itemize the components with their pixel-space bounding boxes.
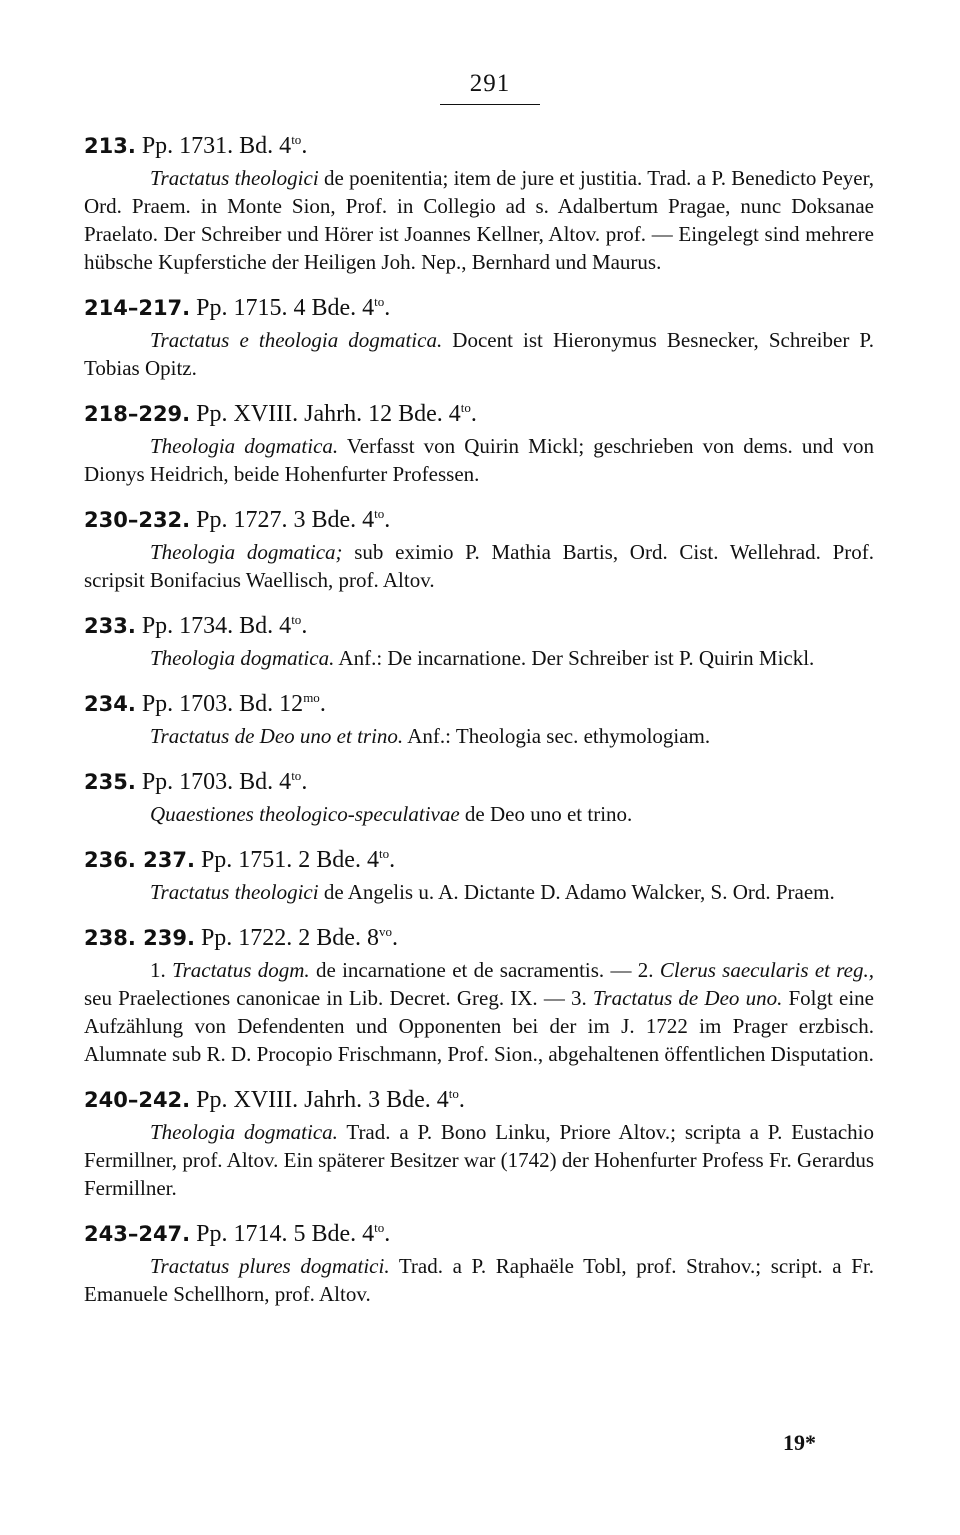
- format-superscript: to: [460, 400, 471, 415]
- entry-format: Pp. XVIII. Jahrh. 3 Bde. 4: [196, 1087, 449, 1113]
- description-title: Theologia dogmatica.: [150, 434, 339, 458]
- description-text: Trad. a P. Bono Linku, Priore Altov.; scripta a P. Eustachio Fermillner, prof. Altov. Ein späterer Besitzer war (1742) der Hohenfurter Profess Fr. Gerardus Fermillner.: [84, 1120, 874, 1200]
- format-period: .: [391, 925, 398, 951]
- format-period: .: [301, 133, 308, 159]
- entry-format: Pp. 1715. 4 Bde. 4: [196, 295, 375, 321]
- entry-number: 235.: [84, 770, 136, 794]
- entry-heading: [84, 502, 874, 538]
- entry-heading: [84, 128, 874, 164]
- entry-heading: [84, 920, 874, 956]
- format-superscript: to: [374, 294, 385, 309]
- entry-format: Pp. 1727. 3 Bde. 4: [196, 507, 375, 533]
- entry-number: 238. 239.: [84, 926, 195, 950]
- format-period: .: [301, 613, 308, 639]
- entry-description: [84, 878, 874, 906]
- description-text: Trad. a P. Raphaële Tobl, prof. Strahov.; script. a Fr. Emanuele Schellhorn, prof. Altov.: [84, 1254, 874, 1306]
- catalog-entry: [84, 502, 874, 594]
- description-text: sub eximio P. Mathia Bartis, Ord. Cist. Wellehrad. Prof. scripsit Bonifacius Waellisch, prof. Altov.: [84, 540, 874, 592]
- description-title: Theologia dogmatica.: [150, 646, 335, 670]
- description-title: Tractatus e theologia dogmatica.: [150, 328, 443, 352]
- description-text: Folgt eine Aufzählung von Defendenten und Opponenten bei der im J. 1722 im Prager erzbisch. Alumnate sub R. D. Procopio Frischmann, Prof. Sion., abgehaltenen öffentlichen Disputation.: [84, 986, 874, 1066]
- entry-format: Pp. 1703. Bd. 4: [141, 769, 292, 795]
- catalog-entry: [84, 608, 874, 672]
- format-superscript: to: [448, 1086, 459, 1101]
- entry-description: [84, 800, 874, 828]
- catalog-entry: [84, 842, 874, 906]
- format-superscript: to: [374, 506, 385, 521]
- entry-heading: [84, 686, 874, 722]
- description-text: Docent ist Hieronymus Besnecker, Schreiber P. Tobias Opitz.: [84, 328, 875, 380]
- entry-heading: [84, 1082, 874, 1118]
- description-title: Tractatus de Deo uno.: [592, 986, 783, 1010]
- entry-number: 213.: [84, 134, 136, 158]
- entry-heading: [84, 1216, 874, 1252]
- entry-number: 230–232.: [84, 508, 191, 532]
- entry-format: Pp. 1751. 2 Bde. 4: [200, 847, 379, 873]
- description-text: de Angelis u. A. Dictante D. Adamo Walcker, S. Ord. Praem.: [318, 880, 835, 904]
- entry-format: Pp. XVIII. Jahrh. 12 Bde. 4: [196, 401, 461, 427]
- entry-format: Pp. 1734. Bd. 4: [141, 613, 292, 639]
- description-text: de poenitentia; item de jure et justitia. Trad. a P. Benedicto Peyer, Ord. Praem. in Monte Sion, Prof. in Collegio ad s. Adalbertum Pragae, nunc Doksanae Praelato. Der Schreiber und Hörer ist Joannes Kellner, Altov. prof. — Eingelegt sind mehrere hübsche Kupferstiche der Heiligen Joh. Nep., Bernhard und Maurus.: [84, 166, 874, 274]
- page-number: 291: [469, 70, 511, 97]
- format-superscript: to: [291, 612, 302, 627]
- format-superscript: to: [291, 132, 302, 147]
- format-superscript: mo: [303, 690, 320, 705]
- entry-number: 218–229.: [84, 402, 191, 426]
- description-title: Theologia dogmatica.: [150, 1120, 338, 1144]
- description-title: Tractatus theologici: [150, 880, 319, 904]
- entry-heading: [84, 290, 874, 326]
- entry-description: [84, 432, 874, 488]
- catalog-entry: [84, 128, 874, 276]
- format-period: .: [301, 769, 308, 795]
- format-superscript: to: [378, 846, 390, 861]
- description-text: Anf.: Theologia sec. ethymologiam.: [403, 724, 711, 748]
- entry-number: 214–217.: [84, 296, 191, 320]
- description-title: Theologia dogmatica;: [150, 540, 343, 564]
- catalog-entry: [84, 686, 874, 750]
- entry-description: [84, 644, 874, 672]
- entry-format: Pp. 1722. 2 Bde. 8: [200, 925, 379, 951]
- description-text: Verfasst von Quirin Mickl; geschrieben von dems. und von Dionys Heidrich, beide Hohenfurter Professen.: [84, 434, 874, 486]
- catalog-entry: [84, 1216, 874, 1308]
- format-period: .: [458, 1087, 465, 1113]
- format-period: .: [384, 1221, 391, 1247]
- format-superscript: to: [374, 1220, 385, 1235]
- catalog-entry: [84, 396, 874, 488]
- format-superscript: to: [291, 768, 302, 783]
- printer-signature: 19*: [783, 1430, 816, 1455]
- description-title: Tractatus theologici: [150, 166, 319, 190]
- entry-number: 234.: [84, 692, 136, 716]
- catalog-entry: [84, 290, 874, 382]
- entry-heading: [84, 842, 874, 878]
- description-title: Quaestiones theologico-speculativae: [150, 802, 460, 826]
- format-superscript: vo: [378, 924, 392, 939]
- format-period: .: [470, 401, 477, 427]
- page-number-rule: [440, 104, 540, 105]
- description-title: Tractatus plures dogmatici.: [150, 1254, 390, 1278]
- format-period: .: [384, 295, 391, 321]
- entry-number: 240–242.: [84, 1088, 191, 1112]
- description-text: de incarnatione et de sacramentis. — 2.: [309, 958, 660, 982]
- entry-heading: [84, 764, 874, 800]
- entry-description: [84, 722, 874, 750]
- entry-number: 243–247.: [84, 1222, 191, 1246]
- format-period: .: [389, 847, 396, 873]
- entry-description: [84, 538, 874, 594]
- description-text: seu Praelectiones canonicae in Lib. Decret. Greg. IX. — 3.: [84, 986, 593, 1010]
- catalog-entry: [84, 920, 874, 1068]
- entry-heading: [84, 608, 874, 644]
- format-period: .: [319, 691, 326, 717]
- entry-format: Pp. 1714. 5 Bde. 4: [196, 1221, 375, 1247]
- entry-number: 233.: [84, 614, 136, 638]
- entry-heading: [84, 396, 874, 432]
- entry-description: [84, 1252, 874, 1308]
- catalog-entry: [84, 1082, 874, 1202]
- entry-description: [84, 164, 874, 276]
- catalog-entries: [84, 128, 874, 1322]
- entry-description: [84, 956, 874, 1068]
- catalog-entry: [84, 764, 874, 828]
- description-text: Anf.: De incarnatione. Der Schreiber ist P. Quirin Mickl.: [334, 646, 815, 670]
- description-text: de Deo uno et trino.: [459, 802, 633, 826]
- entry-format: Pp. 1731. Bd. 4: [141, 133, 292, 159]
- description-text: 1.: [150, 958, 173, 982]
- entry-number: 236. 237.: [84, 848, 195, 872]
- entry-format: Pp. 1703. Bd. 12: [141, 691, 304, 717]
- description-title: Clerus saecularis et reg.,: [659, 958, 874, 982]
- format-period: .: [384, 507, 391, 533]
- description-title: Tractatus dogm.: [172, 958, 310, 982]
- description-title: Tractatus de Deo uno et trino.: [150, 724, 404, 748]
- entry-description: [84, 1118, 874, 1202]
- entry-description: [84, 326, 874, 382]
